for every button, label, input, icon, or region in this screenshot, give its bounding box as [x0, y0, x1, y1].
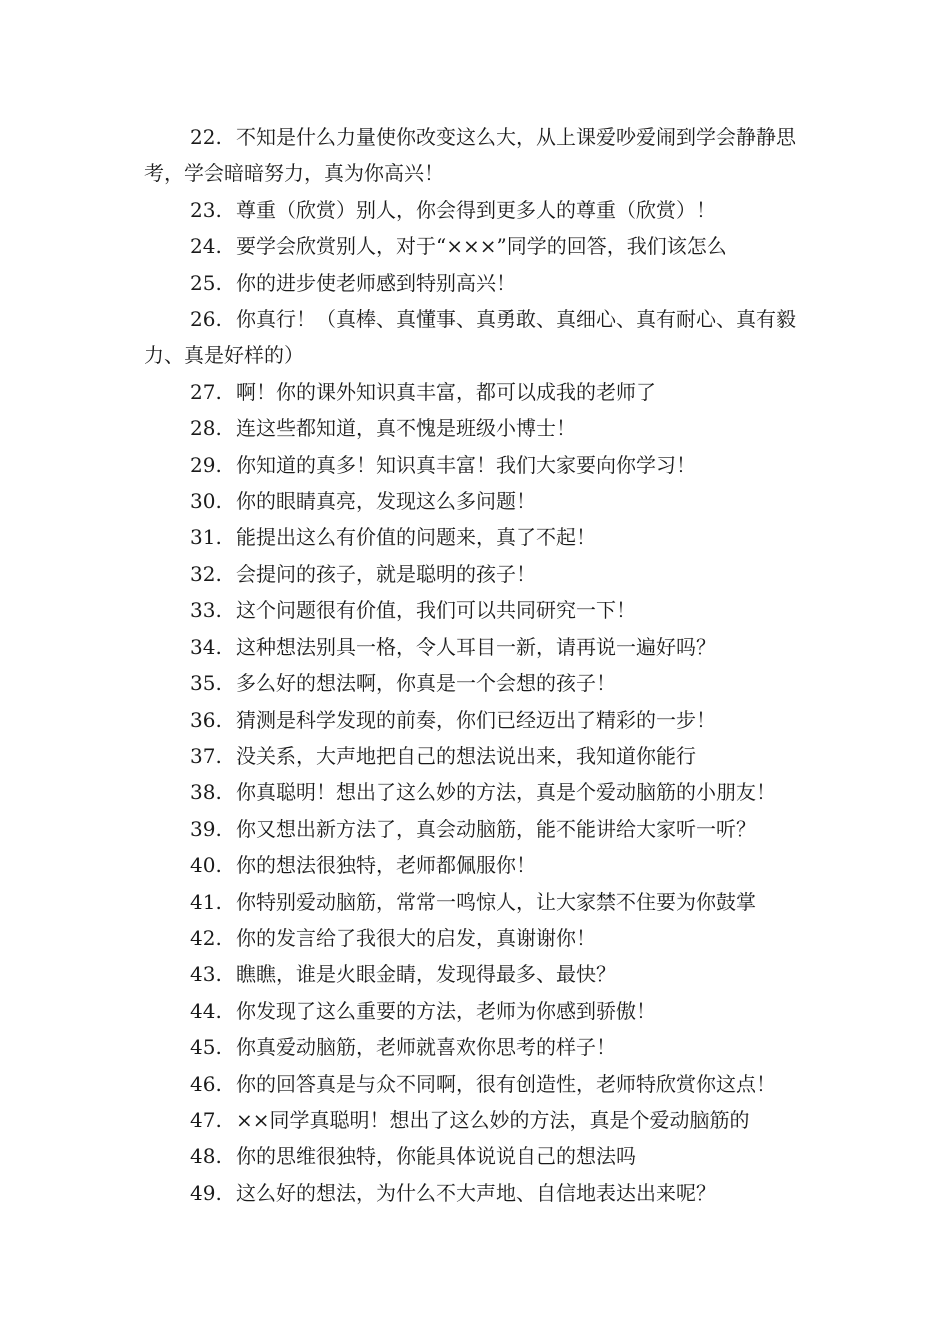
list-item	[144, 847, 824, 883]
list-item-number: 30.	[190, 489, 222, 514]
list-item-text: 这个问题很有价值，我们可以共同研究一下！	[236, 598, 636, 623]
list-item-text: 尊重（欣赏）别人，你会得到更多人的尊重（欣赏）！	[236, 197, 716, 222]
list-item-text: 你的想法很独特，老师都佩服你！	[236, 853, 536, 878]
list-item	[144, 556, 824, 592]
list-item	[144, 993, 824, 1029]
list-item-number: 44.	[190, 998, 222, 1023]
list-item-text: 你真行！（真棒、真懂事、真勇敢、真细心、真有耐心、真有毅力、真是好样的）	[144, 307, 796, 368]
list-item	[144, 702, 824, 738]
list-item-number: 36.	[190, 707, 222, 732]
list-item	[144, 665, 824, 701]
list-item-number: 41.	[190, 889, 222, 914]
list-item	[144, 483, 824, 519]
list-item-number: 27.	[190, 379, 222, 404]
list-item-text: 不知是什么力量使你改变这么大，从上课爱吵爱闹到学会静静思考，学会暗暗努力，真为你高兴！	[144, 125, 796, 186]
list-item	[144, 301, 824, 374]
list-item-text: 啊！你的课外知识真丰富，都可以成我的老师了	[236, 379, 656, 404]
list-item-text: 多么好的想法啊，你真是一个会想的孩子！	[236, 671, 616, 696]
list-item-number: 46.	[190, 1071, 222, 1096]
list-item	[144, 410, 824, 446]
list-item-text: ××同学真聪明！想出了这么妙的方法，真是个爱动脑筋的	[236, 1107, 750, 1132]
list-item	[144, 447, 824, 483]
list-item-number: 26.	[190, 307, 222, 332]
list-item-number: 49.	[190, 1180, 222, 1205]
list-item	[144, 592, 824, 628]
list-item-text: 你又想出新方法了，真会动脑筋，能不能讲给大家听一听？	[236, 816, 756, 841]
list-item-text: 猜测是科学发现的前奏，你们已经迈出了精彩的一步！	[236, 707, 716, 732]
list-item	[144, 519, 824, 555]
list-item-text: 没关系，大声地把自己的想法说出来，我知道你能行	[236, 743, 696, 768]
list-item	[144, 192, 824, 228]
list-item	[144, 920, 824, 956]
list-item-text: 你的发言给了我很大的启发，真谢谢你！	[236, 925, 596, 950]
list-item-number: 25.	[190, 270, 222, 295]
list-item-text: 要学会欣赏别人，对于“×××”同学的回答，我们该怎么	[236, 234, 727, 259]
list-item	[144, 1175, 824, 1211]
list-item-text: 你真聪明！想出了这么妙的方法，真是个爱动脑筋的小朋友！	[236, 780, 776, 805]
list-item-text: 你知道的真多！知识真丰富！我们大家要向你学习！	[236, 452, 696, 477]
list-item	[144, 629, 824, 665]
list-item-text: 会提问的孩子，就是聪明的孩子！	[236, 561, 536, 586]
list-item-number: 35.	[190, 671, 222, 696]
list-item-text: 你发现了这么重要的方法，老师为你感到骄傲！	[236, 998, 656, 1023]
list-item	[144, 1138, 824, 1174]
list-item	[144, 956, 824, 992]
praise-list	[144, 119, 824, 1211]
list-item-text: 能提出这么有价值的问题来，真了不起！	[236, 525, 596, 550]
list-item	[144, 811, 824, 847]
list-item-number: 43.	[190, 962, 222, 987]
list-item-number: 40.	[190, 853, 222, 878]
list-item	[144, 119, 824, 192]
list-item	[144, 884, 824, 920]
list-item	[144, 1029, 824, 1065]
list-item-text: 你特别爱动脑筋，常常一鸣惊人，让大家禁不住要为你鼓掌	[236, 889, 756, 914]
list-item-text: 这种想法别具一格，令人耳目一新，请再说一遍好吗？	[236, 634, 716, 659]
list-item-number: 32.	[190, 561, 222, 586]
list-item-number: 28.	[190, 416, 222, 441]
list-item-number: 42.	[190, 925, 222, 950]
list-item	[144, 374, 824, 410]
list-item-number: 38.	[190, 780, 222, 805]
list-item-number: 31.	[190, 525, 222, 550]
list-item-text: 你的回答真是与众不同啊，很有创造性，老师特欣赏你这点！	[236, 1071, 776, 1096]
list-item-number: 29.	[190, 452, 222, 477]
list-item-text: 你的眼睛真亮，发现这么多问题！	[236, 489, 536, 514]
list-item-number: 33.	[190, 598, 222, 623]
list-item-text: 你的思维很独特，你能具体说说自己的想法吗	[236, 1144, 636, 1169]
list-item	[144, 1102, 824, 1138]
list-item-number: 48.	[190, 1144, 222, 1169]
list-item	[144, 774, 824, 810]
list-item-number: 22.	[190, 125, 222, 149]
list-item-text: 连这些都知道，真不愧是班级小博士！	[236, 416, 576, 441]
list-item-number: 47.	[190, 1107, 222, 1132]
list-item-text: 瞧瞧，谁是火眼金睛，发现得最多、最快？	[236, 962, 616, 987]
list-item-text: 你真爱动脑筋，老师就喜欢你思考的样子！	[236, 1035, 616, 1060]
list-item	[144, 228, 824, 264]
list-item	[144, 738, 824, 774]
list-item-number: 34.	[190, 634, 222, 659]
list-item-number: 45.	[190, 1035, 222, 1060]
list-item-number: 37.	[190, 743, 222, 768]
list-item-text: 这么好的想法，为什么不大声地、自信地表达出来呢？	[236, 1180, 716, 1205]
list-item-text: 你的进步使老师感到特别高兴！	[236, 270, 516, 295]
list-item-number: 23.	[190, 197, 222, 222]
list-item	[144, 1066, 824, 1102]
list-item-number: 24.	[190, 234, 222, 259]
list-item-number: 39.	[190, 816, 222, 841]
list-item	[144, 265, 824, 301]
